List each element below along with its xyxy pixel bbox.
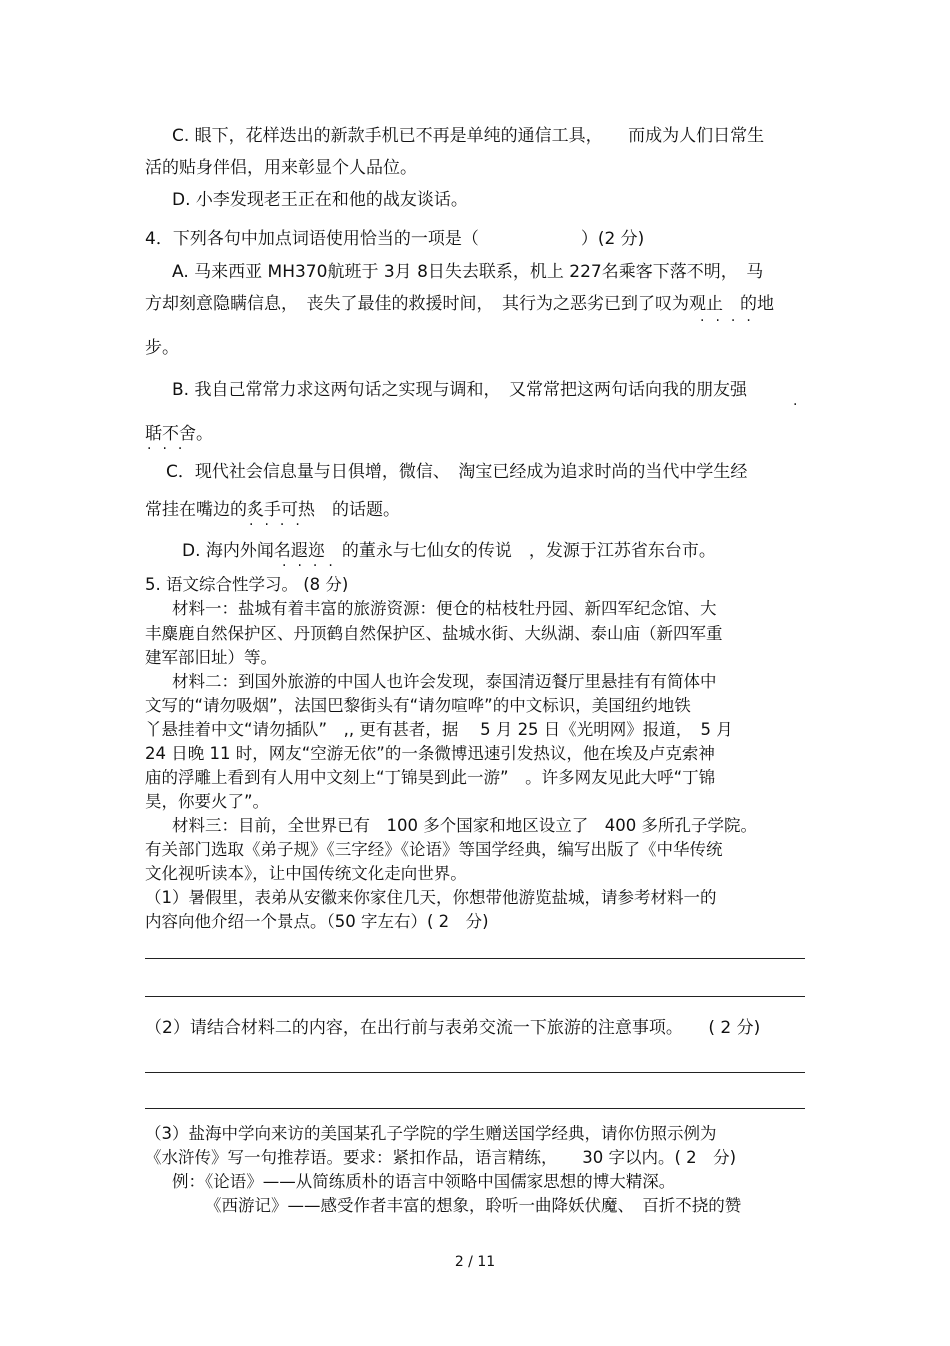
answer-line[interactable] [145,1108,805,1109]
answer-line[interactable] [145,996,805,997]
option-4b-line-2: 聒不舍。 [145,424,213,444]
option-4a-line-1: A. 马来西亚 MH370航班于 3月 8日失去联系，机上 227名乘客下落不明， 马 [172,262,764,282]
material-2-line-5: 庙的浮雕上看到有人用中文刻上“丁锦昊到此一游” 。许多网友见此大呼“丁锦 [145,768,716,787]
emphasis-dots: ··· [147,441,194,457]
example-line: 例：《论语》——从简练质朴的语言中领略中国儒家思想的博大精深。 [172,1172,676,1191]
option-4b-line-1: B. 我自己常常力求这两句话之实现与调和， 又常常把这两句话向我的朋友强 [172,380,747,400]
material-3-line-1: 材料三：目前，全世界已有 100 多个国家和地区设立了 400 多所孔子学院。 [172,816,757,835]
option-4d: D. 海内外闻名遐迩 的董永与七仙女的传说 ，发源于江苏省东台市。 [182,541,716,561]
question-4-stem: 4．下列各句中加点词语使用恰当的一项是（ ）(2 分) [145,229,645,249]
subquestion-2: （2）请结合材料二的内容，在出行前与表弟交流一下旅游的注意事项。 ( 2 分) [145,1018,761,1038]
subquestion-1-line-2: 内容向他介绍一个景点。（50 字左右）( 2 分) [145,912,489,931]
option-3c-line-1: C. 眼下，花样迭出的新款手机已不再是单纯的通信工具， 而成为人们日常生 [172,126,765,146]
option-4a-line-2: 方却刻意隐瞒信息， 丧失了最佳的救援时间， 其行为之恶劣已到了叹为观止 的地 [145,294,774,314]
option-4a-line-3: 步。 [145,338,179,358]
question-5-stem: 5. 语文综合性学习。 (8 分) [145,575,349,594]
material-2-line-6: 昊，你要火了”。 [145,792,270,811]
option-3c-line-2: 活的贴身伴侣，用来彰显个人品位。 [145,158,417,178]
emphasis-dots: ···· [282,558,344,574]
page-number: 2 / 11 [454,1254,496,1270]
material-3-line-2: 有关部门选取《弟子规》《三字经》《论语》等国学经典，编写出版了《中华传统 [145,840,723,859]
answer-line[interactable] [145,958,805,959]
material-2-line-1: 材料二：到国外旅游的中国人也许会发现，泰国清迈餐厅里悬挂有有简体中 [172,672,717,691]
emphasis-dots: ···· [700,313,762,329]
material-1-line-1: 材料一：盐城有着丰富的旅游资源：便仓的枯枝牡丹园、新四军纪念馆、大 [172,599,717,618]
option-4c-line-2: 常挂在嘴边的炙手可热 的话题。 [145,500,400,520]
material-1-line-3: 建军部旧址）等。 [145,648,277,667]
emphasis-dots: · [793,397,809,413]
option-4c-line-1: C．现代社会信息量与日俱增，微信、 淘宝已经成为追求时尚的当代中学生经 [166,462,748,482]
material-2-line-3: 丫悬挂着中文“请勿插队” ,, 更有甚者，据 5 月 25 日《光明网》报道， 5 月 [145,720,733,739]
subquestion-3-line-1: （3）盐海中学向来访的美国某孔子学院的学生赠送国学经典，请你仿照示例为 [145,1124,717,1143]
option-3d: D. 小李发现老王正在和他的战友谈话。 [172,190,468,210]
material-3-line-3: 文化视听读本》，让中国传统文化走向世界。 [145,864,467,883]
material-2-line-4: 24 日晚 11 时，网友“空游无依”的一条微博迅速引发热议，他在埃及卢克索神 [145,744,715,763]
subquestion-3-line-2: 《水浒传》写一句推荐语。要求：紧扣作品，语言精练， 30 字以内。( 2 分) [145,1148,737,1167]
example-answer-line: 《西游记》——感受作者丰富的想象，聆听一曲降妖伏魔、 百折不挠的赞 [205,1196,742,1215]
material-2-line-2: 文写的“请勿吸烟”，法国巴黎街头有“请勿喧哗”的中文标识，美国纽约地铁 [145,696,691,715]
answer-line[interactable] [145,1072,805,1073]
subquestion-1-line-1: （1）暑假里，表弟从安徽来你家住几天，你想带他游览盐城，请参考材料一的 [145,888,717,907]
material-1-line-2: 丰麋鹿自然保护区、丹顶鹤自然保护区、盐城水街、大纵湖、泰山庙（新四军重 [145,624,723,643]
emphasis-dots: ···· [249,517,311,533]
